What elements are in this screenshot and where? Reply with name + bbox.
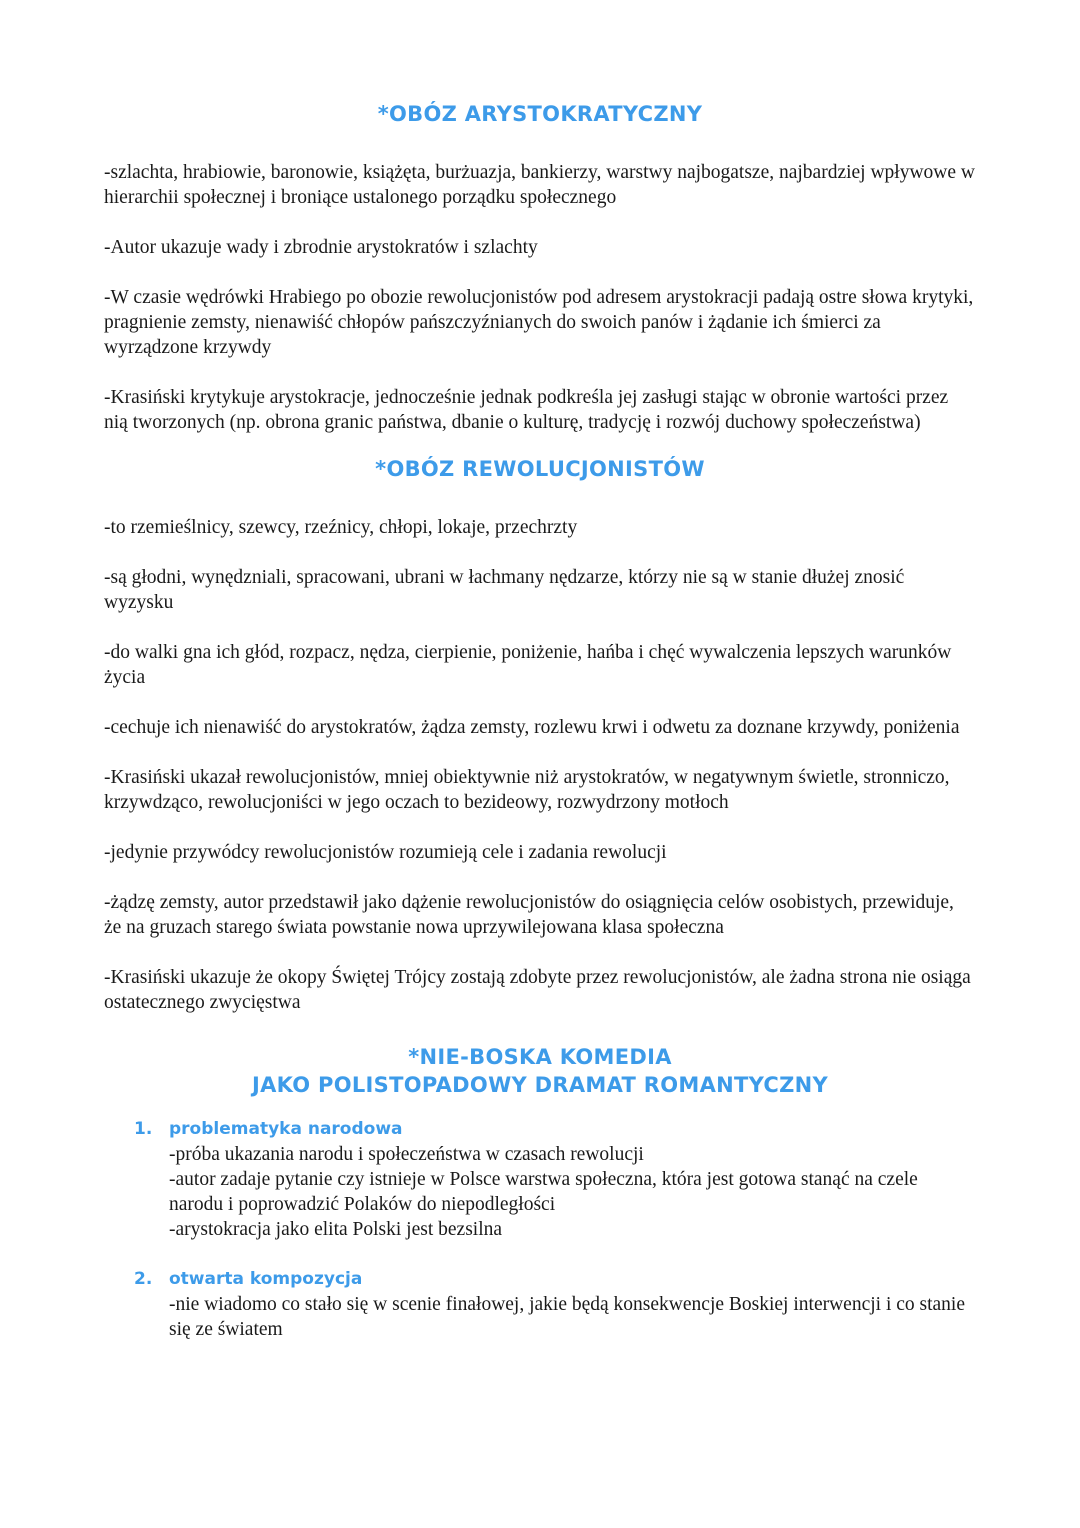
heading-aristocratic-camp: *OBÓZ ARYSTOKRATYCZNY xyxy=(377,102,703,126)
paragraph: -Krasiński ukazał rewolucjonistów, mniej obiektywnie niż arystokratów, w negatywnym świetle, stronniczo, krzywdząco, rewolucjoniści w jego oczach to bezideowy, rozwydrzony motłoch xyxy=(104,767,950,813)
list-item-line: -autor zadaje pytanie czy istnieje w Polsce warstwa społeczna, która jest gotowa stanąć na czele narodu i poprowadzić Polaków do niepodległości xyxy=(169,1169,918,1215)
list-item-title: problematyka narodowa xyxy=(169,1119,403,1139)
list-item xyxy=(104,1117,976,1242)
list-item-line: -arystokracja jako elita Polski jest bezsilna xyxy=(169,1219,503,1240)
paragraph: -jedynie przywódcy rewolucjonistów rozumieją cele i zadania rewolucji xyxy=(104,842,667,863)
list-item xyxy=(104,1267,976,1342)
paragraph: -szlachta, hrabiowie, baronowie, książęta, burżuazja, bankierzy, warstwy najbogatsze, najbardziej wpływowe w hierarchii społecznej i broniące ustalonego porządku społecznego xyxy=(104,162,976,208)
list-item-line: -nie wiadomo co stało się w scenie finałowej, jakie będą konsekwencje Boskiej interwencji i co stanie się ze światem xyxy=(169,1294,965,1340)
paragraph: -do walki gna ich głód, rozpacz, nędza, cierpienie, poniżenie, hańba i chęć wywalczenia lepszych warunków życia xyxy=(104,642,952,688)
paragraph: -są głodni, wynędzniali, spracowani, ubrani w łachmany nędzarze, którzy nie są w stanie dłużej znosić wyzysku xyxy=(104,567,905,613)
list-number: 1. xyxy=(134,1119,153,1139)
paragraph: -żądzę zemsty, autor przedstawił jako dążenie rewolucjonistów do osiągnięcia celów osobistych, przewiduje, że na gruzach starego świata powstanie nowa uprzywilejowana klasa społeczna xyxy=(104,892,954,938)
list-spacer xyxy=(104,1242,976,1267)
paragraph: -Krasiński krytykuje arystokracje, jednocześnie jednak podkreśla jej zasługi stając w obronie wartości przez nią tworzonych (np. obrona granic państwa, dbanie o kulturę, tradycję i rozwój duchowy społeczeństwa) xyxy=(104,387,949,433)
numbered-list xyxy=(104,1117,976,1342)
heading-nie-boska-komedia xyxy=(104,1043,976,1099)
list-item-title: otwarta kompozycja xyxy=(169,1269,363,1289)
heading-line: *NIE-BOSKA KOMEDIA xyxy=(408,1045,672,1069)
paragraph: -Krasiński ukazuje że okopy Świętej Trójcy zostają zdobyte przez rewolucjonistów, ale żadna strona nie osiąga ostatecznego zwycięstwa xyxy=(104,967,971,1013)
list-item-line: -próba ukazania narodu i społeczeństwa w czasach rewolucji xyxy=(169,1144,644,1165)
paragraph: -Autor ukazuje wady i zbrodnie arystokratów i szlachty xyxy=(104,237,538,258)
heading-line: JAKO POLISTOPADOWY DRAMAT ROMANTYCZNY xyxy=(251,1073,829,1097)
paragraph: -cechuje ich nienawiść do arystokratów, żądza zemsty, rozlewu krwi i odwetu za doznane krzywdy, poniżenia xyxy=(104,717,960,738)
heading-revolutionaries-camp: *OBÓZ REWOLUCJONISTÓW xyxy=(375,457,705,481)
list-number: 2. xyxy=(134,1269,153,1289)
paragraph: -W czasie wędrówki Hrabiego po obozie rewolucjonistów pod adresem arystokracji padają ostre słowa krytyki, pragnienie zemsty, nienawiść chłopów pańszczyźnianych do swoich panów i żądanie ich śmierci za wyrządzone krzywdy xyxy=(104,287,974,358)
paragraph: -to rzemieślnicy, szewcy, rzeźnicy, chłopi, lokaje, przechrzty xyxy=(104,517,578,538)
